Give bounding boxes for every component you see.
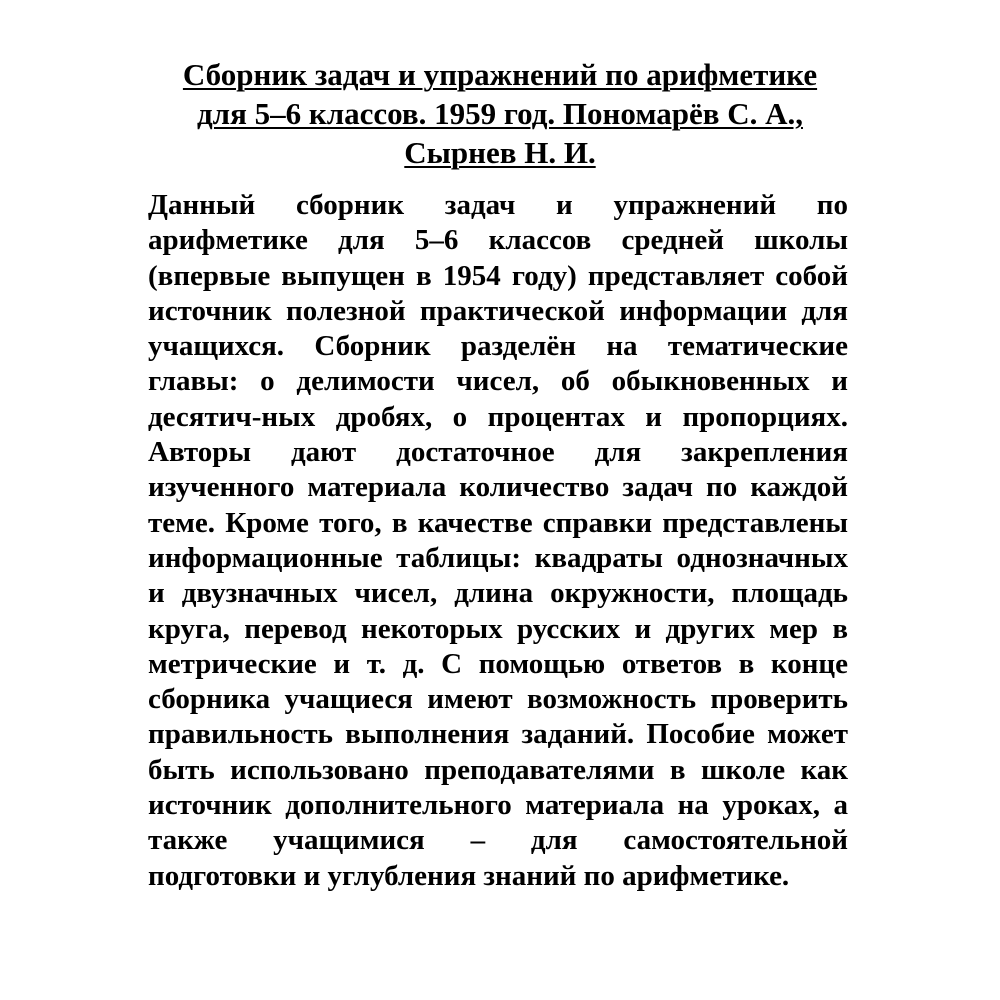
paragraph-line: правильность выполнения заданий. Пособие может	[148, 718, 848, 751]
paragraph-line: Авторы дают достаточное для закрепления	[148, 436, 848, 469]
paragraph-line: подготовки и углубления знаний по арифметике.	[148, 859, 790, 892]
title-line: Сборник задач и упражнений по арифметике	[182, 57, 818, 92]
description-paragraph	[148, 188, 848, 894]
paragraph-line: теме. Кроме того, в качестве справки представлены	[148, 506, 848, 539]
paragraph-line: и двузначных чисел, длина окружности, площадь	[148, 577, 848, 610]
paragraph-line: сборника учащиеся имеют возможность проверить	[148, 683, 848, 716]
paragraph-line: источник полезной практической информации для	[148, 294, 848, 327]
paragraph-line: также учащимися – для самостоятельной	[148, 824, 848, 857]
document-title	[150, 55, 850, 172]
paragraph-line: информационные таблицы: квадраты однозначных	[148, 541, 848, 574]
title-line: Сырнев Н. И.	[404, 135, 596, 170]
paragraph-line: (впервые выпущен в 1954 году) представляет собой	[148, 259, 848, 292]
paragraph-line: главы: о делимости чисел, об обыкновенных и	[148, 365, 848, 398]
paragraph-line: учащихся. Сборник разделён на тематические	[148, 330, 848, 363]
paragraph-line: Данный сборник задач и упражнений по	[148, 189, 848, 221]
paragraph-line: изученного материала количество задач по каждой	[148, 471, 848, 504]
paragraph-line: круга, перевод некоторых русских и других мер в	[148, 612, 848, 645]
paragraph-line: десятич-ных дробях, о процентах и пропорциях.	[148, 400, 848, 433]
paragraph-line: источник дополнительного материала на уроках, а	[148, 789, 848, 822]
title-line: для 5–6 классов. 1959 год. Пономарёв С. А.,	[197, 96, 803, 131]
paragraph-line: метрические и т. д. С помощью ответов в конце	[148, 647, 848, 680]
paragraph-line: быть использовано преподавателями в школе как	[148, 753, 848, 786]
paragraph-line: арифметике для 5–6 классов средней школы	[148, 224, 848, 257]
